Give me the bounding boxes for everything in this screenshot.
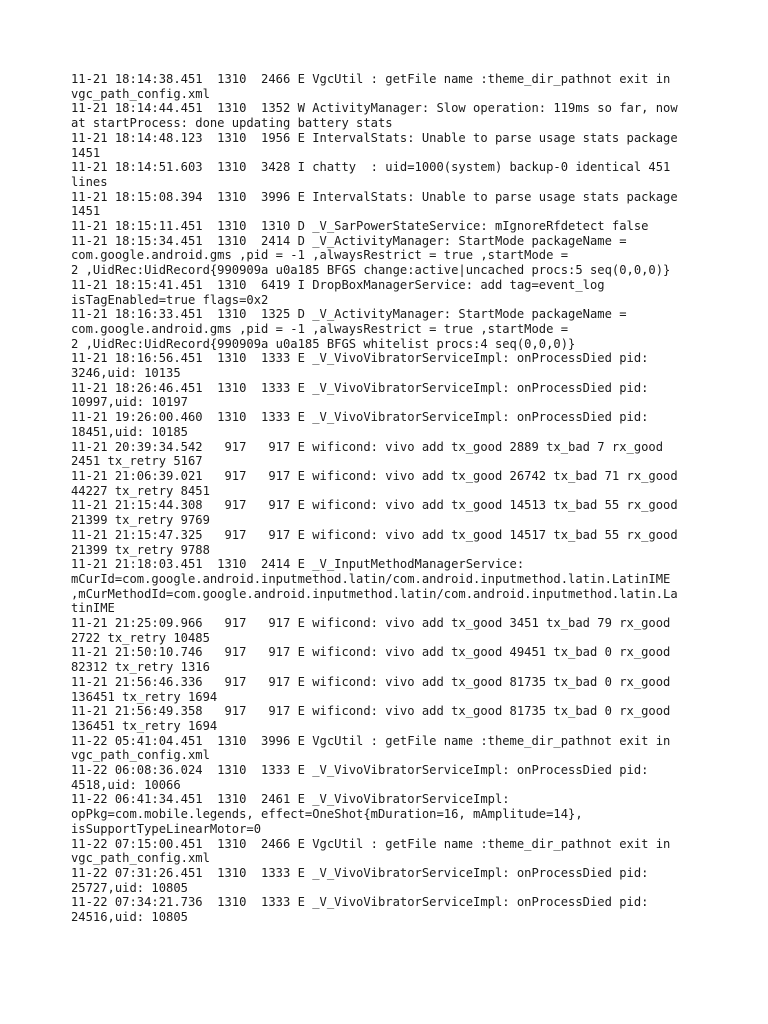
log-line: 11-21 18:15:11.451 1310 1310 D _V_SarPowerStateService: mIgnoreRfdetect false bbox=[71, 219, 649, 234]
log-line: vgc_path_config.xml bbox=[71, 86, 210, 101]
log-line: 11-21 18:16:56.451 1310 1333 E _V_VivoVibratorServiceImpl: onProcessDied pid: bbox=[71, 351, 649, 366]
log-line: 2 ,UidRec:UidRecord{990909a u0a185 BFGS whitelist procs:4 seq(0,0,0)} bbox=[71, 336, 576, 351]
log-line: tinIME bbox=[71, 601, 115, 616]
log-line: 2722 tx_retry 10485 bbox=[71, 630, 210, 645]
log-line: 11-22 06:08:36.024 1310 1333 E _V_VivoVibratorServiceImpl: onProcessDied pid: bbox=[71, 763, 649, 778]
log-line: 18451,uid: 10185 bbox=[71, 424, 188, 439]
log-line: opPkg=com.mobile.legends, effect=OneShot{mDuration=16, mAmplitude=14}, bbox=[71, 807, 583, 822]
log-line: 11-22 06:41:34.451 1310 2461 E _V_VivoVibratorServiceImpl: bbox=[71, 792, 510, 807]
log-line: vgc_path_config.xml bbox=[71, 851, 210, 866]
log-line: 3246,uid: 10135 bbox=[71, 366, 181, 381]
log-line: 11-21 18:14:48.123 1310 1956 E IntervalStats: Unable to parse usage stats package bbox=[71, 130, 678, 145]
log-line: 11-21 21:15:44.308 917 917 E wificond: vivo add tx_good 14513 tx_bad 55 rx_good bbox=[71, 498, 678, 513]
log-line: 11-21 21:18:03.451 1310 2414 E _V_InputMethodManagerService: bbox=[71, 557, 525, 572]
log-line: mCurId=com.google.android.inputmethod.latin/com.android.inputmethod.latin.LatinIME bbox=[71, 571, 671, 586]
log-line: com.google.android.gms ,pid = -1 ,alwaysRestrict = true ,startMode = bbox=[71, 321, 569, 336]
log-line: 11-21 21:56:49.358 917 917 E wificond: vivo add tx_good 81735 tx_bad 0 rx_good bbox=[71, 704, 671, 719]
log-line: 25727,uid: 10805 bbox=[71, 880, 188, 895]
log-line: 11-21 21:50:10.746 917 917 E wificond: vivo add tx_good 49451 tx_bad 0 rx_good bbox=[71, 645, 671, 660]
log-line: 136451 tx_retry 1694 bbox=[71, 689, 218, 704]
log-line: 11-21 18:15:08.394 1310 3996 E IntervalStats: Unable to parse usage stats package bbox=[71, 189, 678, 204]
log-line: 11-21 21:06:39.021 917 917 E wificond: vivo add tx_good 26742 tx_bad 71 rx_good bbox=[71, 468, 678, 483]
log-line: 11-21 18:14:38.451 1310 2466 E VgcUtil : getFile name :theme_dir_pathnot exit in bbox=[71, 72, 671, 86]
log-line: com.google.android.gms ,pid = -1 ,alwaysRestrict = true ,startMode = bbox=[71, 248, 569, 263]
log-line: 10997,uid: 10197 bbox=[71, 395, 188, 410]
log-line: 2 ,UidRec:UidRecord{990909a u0a185 BFGS change:active|uncached procs:5 seq(0,0,0)} bbox=[71, 263, 671, 278]
log-text bbox=[71, 72, 711, 925]
log-line: 11-22 05:41:04.451 1310 3996 E VgcUtil : getFile name :theme_dir_pathnot exit in bbox=[71, 733, 671, 748]
log-line: 82312 tx_retry 1316 bbox=[71, 660, 210, 675]
log-line: lines bbox=[71, 174, 108, 189]
log-line: 11-21 18:14:44.451 1310 1352 W ActivityManager: Slow operation: 119ms so far, now bbox=[71, 101, 678, 116]
log-line: 44227 tx_retry 8451 bbox=[71, 483, 210, 498]
log-line: 11-22 07:15:00.451 1310 2466 E VgcUtil : getFile name :theme_dir_pathnot exit in bbox=[71, 836, 671, 851]
log-line: isSupportTypeLinearMotor=0 bbox=[71, 821, 262, 836]
log-line: ,mCurMethodId=com.google.android.inputmethod.latin/com.android.inputmethod.latin.La bbox=[71, 586, 678, 601]
log-line: 11-21 18:26:46.451 1310 1333 E _V_VivoVibratorServiceImpl: onProcessDied pid: bbox=[71, 380, 649, 395]
log-line: 11-21 20:39:34.542 917 917 E wificond: vivo add tx_good 2889 tx_bad 7 rx_good bbox=[71, 439, 664, 454]
log-line: 4518,uid: 10066 bbox=[71, 777, 181, 792]
log-line: 11-22 07:31:26.451 1310 1333 E _V_VivoVibratorServiceImpl: onProcessDied pid: bbox=[71, 865, 649, 880]
log-line: 21399 tx_retry 9769 bbox=[71, 513, 210, 528]
log-line: isTagEnabled=true flags=0x2 bbox=[71, 292, 269, 307]
log-line: 11-21 21:15:47.325 917 917 E wificond: vivo add tx_good 14517 tx_bad 55 rx_good bbox=[71, 527, 678, 542]
log-line: 1451 bbox=[71, 145, 101, 160]
log-line: 11-21 21:25:09.966 917 917 E wificond: vivo add tx_good 3451 tx_bad 79 rx_good bbox=[71, 616, 671, 631]
log-line: 11-21 18:14:51.603 1310 3428 I chatty : uid=1000(system) backup-0 identical 451 bbox=[71, 160, 671, 175]
log-line: 2451 tx_retry 5167 bbox=[71, 454, 203, 469]
log-line: 24516,uid: 10805 bbox=[71, 910, 188, 925]
log-line: 1451 bbox=[71, 204, 101, 219]
log-line: 11-21 18:15:41.451 1310 6419 I DropBoxManagerService: add tag=event_log bbox=[71, 277, 605, 292]
log-line: 11-21 19:26:00.460 1310 1333 E _V_VivoVibratorServiceImpl: onProcessDied pid: bbox=[71, 410, 649, 425]
log-line: 21399 tx_retry 9788 bbox=[71, 542, 210, 557]
log-line: 11-21 21:56:46.336 917 917 E wificond: vivo add tx_good 81735 tx_bad 0 rx_good bbox=[71, 674, 671, 689]
log-line: vgc_path_config.xml bbox=[71, 748, 210, 763]
log-line: at startProcess: done updating battery stats bbox=[71, 116, 393, 131]
log-line: 136451 tx_retry 1694 bbox=[71, 718, 218, 733]
log-line: 11-21 18:16:33.451 1310 1325 D _V_ActivityManager: StartMode packageName = bbox=[71, 307, 627, 322]
log-line: 11-22 07:34:21.736 1310 1333 E _V_VivoVibratorServiceImpl: onProcessDied pid: bbox=[71, 895, 649, 910]
log-line: 11-21 18:15:34.451 1310 2414 D _V_ActivityManager: StartMode packageName = bbox=[71, 233, 627, 248]
